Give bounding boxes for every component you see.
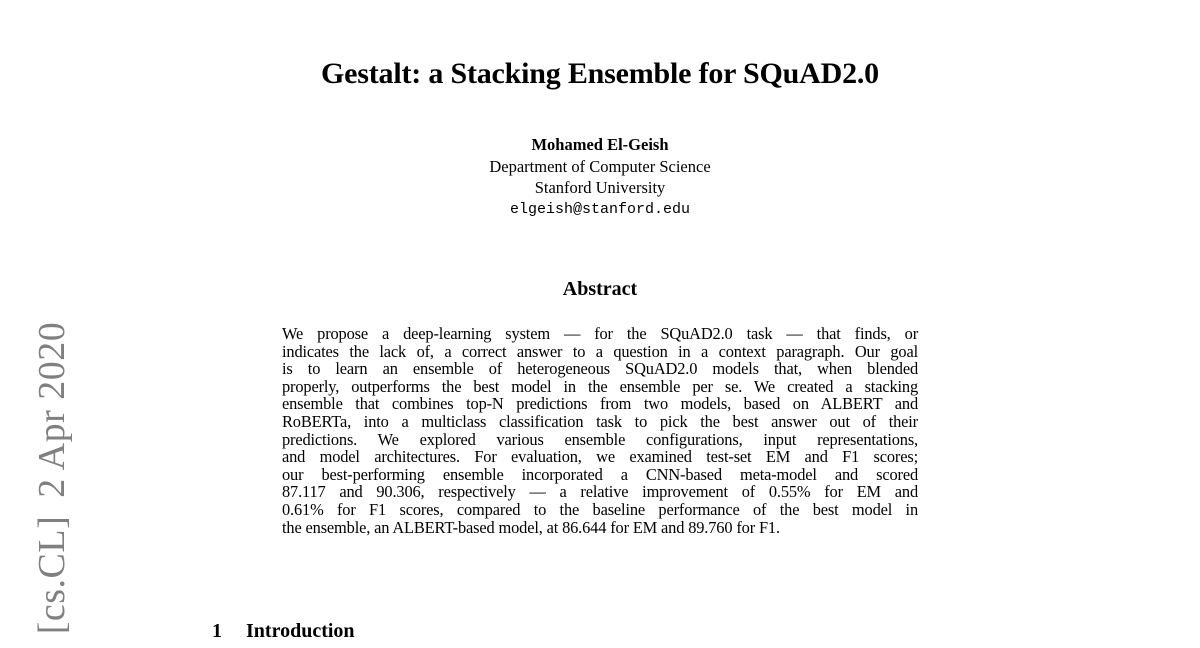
author-email: elgeish@stanford.edu (509, 200, 691, 218)
section-number: 1 (212, 620, 222, 642)
abstract-body (282, 325, 918, 536)
author-institution: Stanford University (534, 178, 666, 197)
section-heading-introduction (212, 617, 355, 645)
arxiv-side-stamp (32, 322, 72, 635)
abstract-line: 87.117 and 90.306, respectively — a relative improvement of 0.55% for EM and (282, 482, 918, 502)
author-name: Mohamed El-Geish (531, 135, 669, 154)
abstract-line: RoBERTa, into a multiclass classification task to pick the best answer out of their (282, 411, 918, 431)
arxiv-category: [cs.CL] (31, 515, 73, 635)
abstract-heading: Abstract (562, 278, 638, 300)
abstract-line: the ensemble, an ALBERT-based model, at 86.644 for EM and 89.760 for F1. (282, 517, 780, 537)
abstract-line: our best-performing ensemble incorporated a CNN-based meta-model and scored (282, 464, 918, 484)
abstract-line: We propose a deep-learning system — for the SQuAD2.0 task — that finds, or (282, 324, 918, 343)
abstract-line: properly, outperforms the best model in the ensemble per se. We created a stacking (282, 376, 918, 396)
abstract-line: ensemble that combines top-N predictions from two models, based on ALBERT and (282, 394, 918, 414)
author-block (0, 134, 1200, 220)
abstract-line: predictions. We explored various ensemble configurations, input representations, (282, 429, 918, 449)
author-department: Department of Computer Science (489, 156, 711, 176)
arxiv-date: 2 Apr 2020 (31, 321, 73, 498)
abstract-line: indicates the lack of, a correct answer to a question in a context paragraph. Our goal (282, 341, 918, 361)
abstract-line: is to learn an ensemble of heterogeneous SQuAD2.0 models that, when blended (282, 359, 918, 379)
abstract-line: and model architectures. For evaluation, we examined test-set EM and F1 scores; (282, 447, 918, 467)
paper-title: Gestalt: a Stacking Ensemble for SQuAD2.0 (321, 57, 879, 90)
section-title: Introduction (246, 620, 355, 642)
abstract-line: 0.61% for F1 scores, compared to the baseline performance of the best model in (282, 499, 918, 519)
